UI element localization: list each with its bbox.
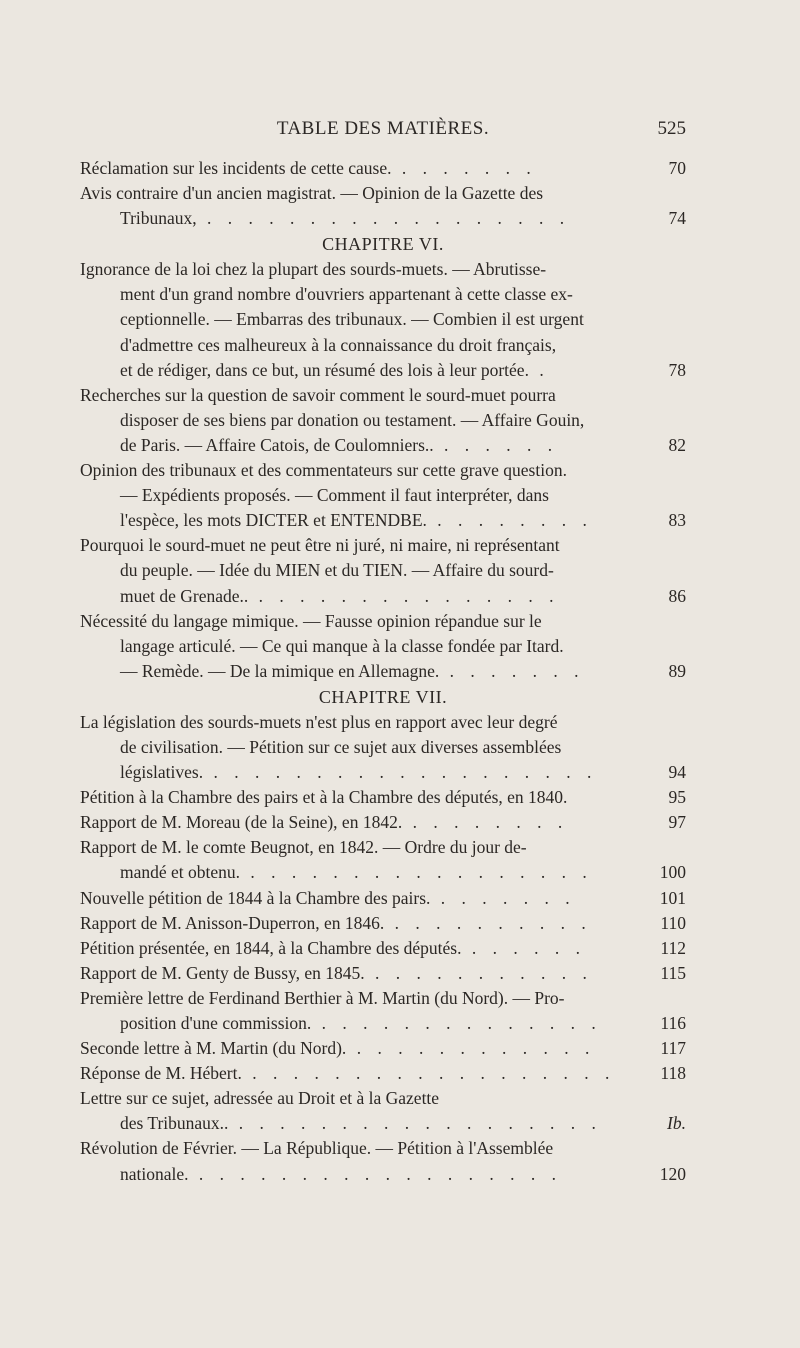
dot-leader: . . . . . . . . . . . . . . . . . . (196, 208, 571, 229)
toc-entry (80, 1061, 686, 1086)
running-title: TABLE DES MATIÈRES. (276, 118, 490, 139)
toc-entry (80, 785, 686, 810)
toc-entry-text: Tribunaux, . . . . . . . . . . . . . . . . . . (120, 208, 571, 229)
dot-leader: . . . . . . . . . . . . (346, 1038, 596, 1059)
toc-entry (80, 533, 686, 608)
toc-entry-text: position d'une commission. . . . . . . . . . . . . . . (120, 1013, 602, 1033)
toc-entry-text: — Remède. — De la mimique en Allemagne. . . . . . . . (120, 660, 585, 681)
toc-entry (80, 961, 686, 986)
toc-entry (80, 936, 686, 961)
toc-entry (80, 835, 686, 885)
toc-entry (80, 609, 686, 684)
toc-entry-text: Réponse de M. Hébert. . . . . . . . . . . . . . . . . . . (80, 1063, 616, 1084)
chapter-heading: CHAPITRE VI. (322, 234, 444, 255)
toc-entry (80, 1136, 686, 1186)
toc-page-number: 97 (668, 812, 686, 833)
toc-page-number: 70 (668, 158, 686, 178)
dot-leader: . . . . . . . . . . . . . . . . . . (188, 1163, 563, 1184)
toc-page-number: 112 (660, 937, 686, 958)
toc-entry-text: législatives. . . . . . . . . . . . . . . . . . . . (120, 762, 598, 783)
toc-entry-text: Révolution de Février. — La République. — Pétition à l'Assemblée (80, 1138, 554, 1159)
toc-entry (80, 1036, 686, 1061)
toc-page-number: 78 (668, 359, 686, 380)
toc-entry (80, 886, 686, 911)
toc-entry-text: Lettre sur ce sujet, adressée au Droit et à la Gazette (80, 1088, 440, 1109)
toc-page-number: 110 (660, 912, 686, 933)
page-header (80, 118, 686, 148)
toc-entry-text: Rapport de M. Moreau (de la Seine), en 1842. . . . . . . . . (80, 812, 569, 833)
dot-leader: . . . . . . . (439, 660, 585, 681)
dot-leader: . . . . . . . . . . . . . . . (248, 585, 560, 606)
toc-entry-text: — Expédients proposés. — Comment il faut interpréter, dans (120, 485, 549, 506)
dot-leader: . . . . . . . . (402, 812, 569, 833)
dot-leader: . (528, 359, 550, 380)
dot-leader: . . . . . . . . . . . . . . . . . . (228, 1113, 602, 1134)
dot-leader: . . . . . . . . . . . . . . . . . (240, 862, 593, 883)
toc-page-number: 116 (660, 1013, 686, 1033)
toc-entry-text: d'admettre ces malheureux à la connaissance du droit français, (120, 334, 557, 355)
toc-entry (80, 383, 686, 458)
toc-entry-text: Recherches sur la question de savoir comment le sourd-muet pourra (80, 384, 556, 405)
toc-entry (80, 1086, 686, 1136)
dot-leader: . . . . . . . (430, 887, 576, 908)
toc-entry (80, 911, 686, 936)
dot-leader: . . . . . . . . . . . . . . . . . . (241, 1063, 616, 1084)
toc-entry-text: ment d'un grand nombre d'ouvriers appartenant à cette classe ex- (120, 284, 573, 305)
toc-page-number: 74 (668, 208, 686, 229)
toc-entry-text: Première lettre de Ferdinand Berthier à M. Martin (du Nord). — Pro- (80, 987, 565, 1008)
dot-leader: . . . . . . . . . . (384, 912, 592, 933)
toc-entry-text: ceptionnelle. — Embarras des tribunaux. — Combien il est urgent (120, 309, 584, 330)
page-number: 525 (657, 118, 686, 139)
toc-entry-text: Opinion des tribunaux et des commentateurs sur cette grave question. (80, 460, 567, 481)
toc-page-number: 100 (659, 862, 686, 883)
toc-entry-text: Nouvelle pétition de 1844 à la Chambre des pairs. . . . . . . . (80, 887, 576, 908)
toc-entry-text: Pourquoi le sourd-muet ne peut être ni juré, ni maire, ni représentant (80, 535, 560, 556)
toc-entry-text: muet de Grenade.. . . . . . . . . . . . . . . . (120, 585, 560, 606)
toc-entry (80, 257, 686, 382)
toc-entry-text: l'espèce, les mots DICTER et ENTENDBE. . . . . . . . . (120, 510, 593, 531)
toc-page-number: 95 (668, 787, 686, 808)
toc-page-number: 94 (668, 762, 686, 783)
toc-entry (80, 156, 686, 181)
toc-entry (80, 986, 686, 1036)
dot-leader: . . . . . . . . (426, 510, 593, 531)
toc-entry-text: Rapport de M. Genty de Bussy, en 1845. . . . . . . . . . . . (80, 962, 593, 983)
toc-entry (80, 710, 686, 785)
toc-entry-text: Rapport de M. le comte Beugnot, en 1842. — Ordre du jour de- (80, 837, 527, 858)
toc-entry-text: de civilisation. — Pétition sur ce sujet aux diverses assemblées (120, 736, 562, 757)
toc-page-number: 115 (660, 962, 686, 983)
toc-entry-text: Pétition présentée, en 1844, à la Chambre des députés. . . . . . . (80, 937, 586, 958)
toc-page-number: 89 (668, 660, 686, 681)
toc-page-number: 120 (659, 1163, 686, 1184)
dot-leader: . . . . . . . . . . . . . . . . . . . (203, 762, 598, 783)
table-of-contents (80, 156, 686, 1187)
toc-entry-text: mandé et obtenu. . . . . . . . . . . . . . . . . . (120, 862, 593, 883)
toc-entry-text: et de rédiger, dans ce but, un résumé des lois à leur portée. . (120, 359, 550, 380)
toc-page-number: 83 (668, 510, 686, 531)
toc-entry-text: langage articulé. — Ce qui manque à la classe fondée par Itard. (120, 635, 564, 656)
toc-entry-text: Ignorance de la loi chez la plupart des sourds-muets. — Abrutisse- (80, 259, 547, 280)
dot-leader: . . . . . . . . . . . . . . (311, 1013, 602, 1033)
toc-page-number: 86 (668, 585, 686, 606)
toc-entry-text: disposer de ses biens par donation ou testament. — Affaire Gouin, (120, 409, 585, 430)
dot-leader: . . . . . . (461, 937, 586, 958)
chapter-heading: CHAPITRE VII. (318, 686, 448, 707)
toc-page-number: 82 (668, 434, 686, 455)
toc-entry (80, 181, 686, 231)
toc-page-number: 118 (660, 1063, 686, 1084)
toc-entry-text: Nécessité du langage mimique. — Fausse opinion répandue sur le (80, 610, 542, 631)
toc-page-number: 117 (660, 1038, 686, 1059)
toc-entry (80, 458, 686, 533)
toc-entry-text: Avis contraire d'un ancien magistrat. — Opinion de la Gazette des (80, 183, 544, 204)
toc-entry-text: Pétition à la Chambre des pairs et à la Chambre des députés, en 1840. (80, 787, 568, 808)
toc-entry-text: nationale. . . . . . . . . . . . . . . . . . . (120, 1163, 563, 1184)
dot-leader: . . . . . . . . . . . (364, 962, 593, 983)
dot-leader: . . . . . . . (391, 158, 537, 178)
toc-entry-text: La législation des sourds-muets n'est plus en rapport avec leur degré (80, 711, 558, 732)
dot-leader: . . . . . . (433, 434, 559, 455)
toc-entry-text: du peuple. — Idée du MIEN et du TIEN. — Affaire du sourd- (120, 560, 554, 581)
toc-entry-text: de Paris. — Affaire Catois, de Coulomniers.. . . . . . . (120, 434, 559, 455)
toc-entry-text: des Tribunaux.. . . . . . . . . . . . . . . . . . . (120, 1113, 602, 1134)
toc-entry (80, 810, 686, 835)
toc-entry-text: Rapport de M. Anisson-Duperron, en 1846. . . . . . . . . . . (80, 912, 592, 933)
toc-entry-text: Seconde lettre à M. Martin (du Nord). . . . . . . . . . . . . (80, 1038, 596, 1059)
toc-page-number: Ib. (667, 1113, 686, 1134)
toc-page-number: 101 (659, 887, 686, 908)
toc-entry-text: Réclamation sur les incidents de cette cause. . . . . . . . (80, 158, 537, 178)
